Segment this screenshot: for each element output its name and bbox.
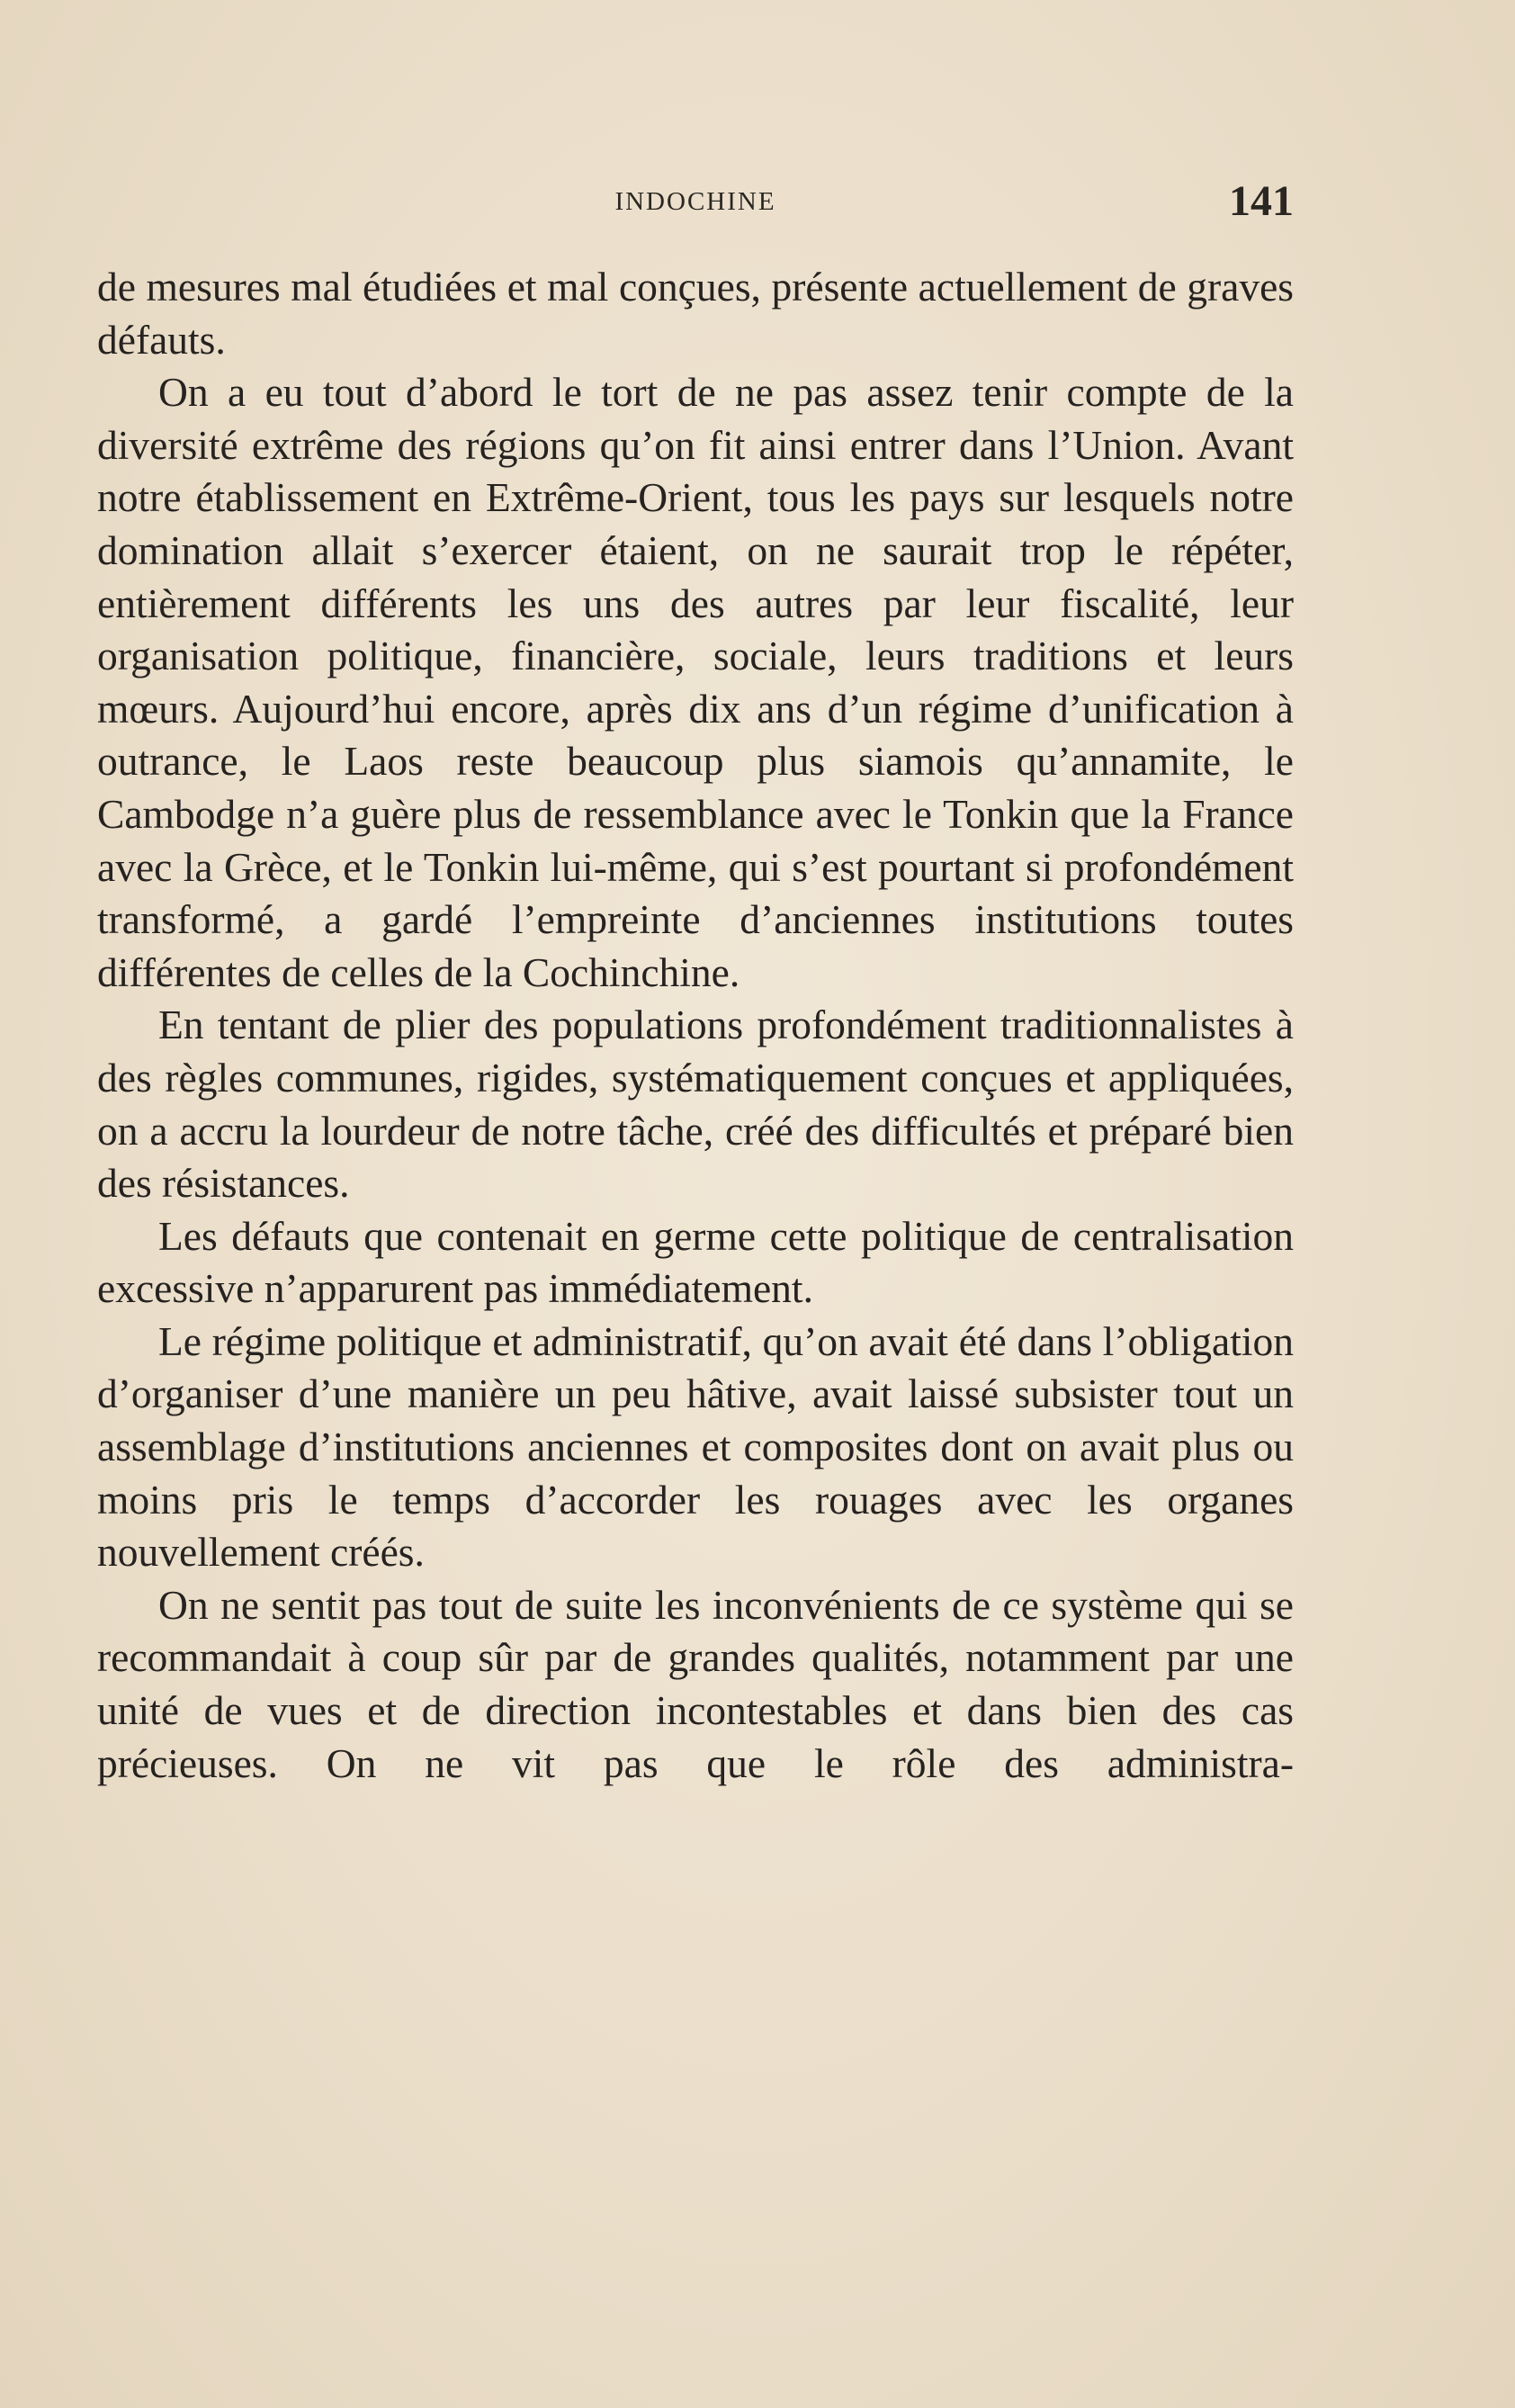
paragraph: En tentant de plier des populations profondément traditionnalistes à des règles communes, rigides, systématiquement conçues et appliquées, on a accru la lourdeur de notre tâche, créé des difficultés et préparé bien des résistances.	[97, 1002, 1294, 1207]
paragraph: On a eu tout d’abord le tort de ne pas assez tenir compte de la diversité extrême des régions qu’on fit ainsi entrer dans l’Union. Avant notre établissement en Extrême-Orient, tous les pays sur lesquels notre domination allait s’exercer étaient, on ne saurait trop le répéter, entièrement différents les uns des autres par leur fiscalité, leur organisation politique, financière, sociale, leurs traditions et leurs mœurs. Aujourd’hui encore, après dix ans d’un régime d’unification à outrance, le Laos reste beaucoup plus siamois qu’annamite, le Cambodge n’a guère plus de ressemblance avec le Tonkin que la France avec la Grèce, et le Tonkin lui-même, qui s’est pourtant si profondément transformé, a gardé l’empreinte d’anciennes institutions toutes différentes de celles de la Cochinchine.	[97, 369, 1294, 995]
paragraph: Le régime politique et administratif, qu’on avait été dans l’obligation d’organiser d’une manière un peu hâtive, avait laissé subsister tout un assemblage d’institutions anciennes et composites dont on avait plus ou moins pris le temps d’accorder les rouages avec les organes nouvellement créés.	[97, 1317, 1294, 1576]
paragraph: Les défauts que contenait en germe cette politique de centralisation excessive n’apparurent pas immédiatement.	[97, 1212, 1294, 1312]
paragraph: On ne sentit pas tout de suite les inconvénients de ce système qui se recommandait à coup sûr par de grandes qualités, notamment par une unité de vues et de direction incontestables et dans bien des cas précieuses. On ne vit pas que le rôle des administra-	[97, 1581, 1294, 1786]
page-number: 141	[1229, 177, 1294, 225]
body-text	[97, 261, 1294, 1790]
running-head: INDOCHINE	[614, 187, 776, 216]
paragraph: de mesures mal étudiées et mal conçues, présente actuellement de graves défauts.	[97, 264, 1294, 363]
page-header	[97, 176, 1294, 230]
